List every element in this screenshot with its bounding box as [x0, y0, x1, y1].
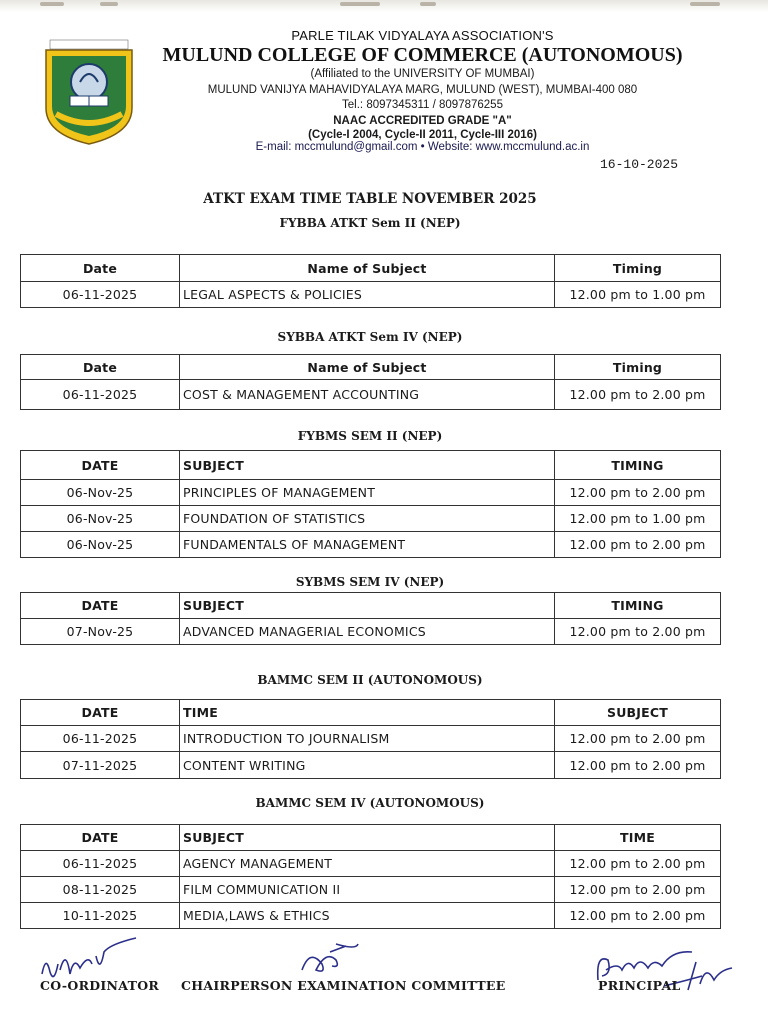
- timetable: [20, 699, 721, 779]
- naac-cycles: (Cycle-I 2004, Cycle-II 2011, Cycle-III 2016): [308, 129, 537, 141]
- timing-cell: 12.00 pm to 2.00 pm: [555, 619, 721, 645]
- column-header: TIMING: [555, 451, 721, 480]
- subject-cell: FILM COMMUNICATION II: [180, 877, 555, 903]
- scan-edge: [0, 0, 768, 12]
- date-cell: 06-11-2025: [21, 726, 180, 752]
- column-header: DATE: [21, 825, 180, 851]
- college-name: MULUND COLLEGE OF COMMERCE (AUTONOMOUS): [162, 44, 683, 66]
- column-header: Timing: [555, 255, 721, 282]
- college-logo-icon: [40, 36, 138, 146]
- address: MULUND VANIJYA MAHAVIDYALAYA MARG, MULUND (WEST), MUMBAI-400 080: [207, 84, 638, 96]
- column-header: SUBJECT: [555, 700, 721, 726]
- page-title: ATKT EXAM TIME TABLE NOVEMBER 2025: [203, 191, 537, 207]
- section-title: FYBMS SEM II (NEP): [297, 429, 443, 443]
- column-header: TIMING: [555, 593, 721, 619]
- timetable: [20, 824, 721, 929]
- subject-cell: MEDIA,LAWS & ETHICS: [180, 903, 555, 929]
- date-cell: 08-11-2025: [21, 877, 180, 903]
- table-row: [21, 877, 721, 903]
- association-name: PARLE TILAK VIDYALAYA ASSOCIATION'S: [291, 28, 554, 43]
- column-header: DATE: [21, 593, 180, 619]
- section-title: FYBBA ATKT Sem II (NEP): [279, 216, 461, 230]
- timing-cell: 12.00 pm to 2.00 pm: [555, 877, 721, 903]
- date-cell: 06-11-2025: [21, 282, 180, 308]
- table-row: [21, 506, 721, 532]
- date-cell: 07-11-2025: [21, 752, 180, 779]
- contact-line: E-mail: mccmulund@gmail.com • Website: www.mccmulund.ac.in: [255, 141, 590, 153]
- timetable: [20, 592, 721, 645]
- timing-cell: 12.00 pm to 1.00 pm: [555, 506, 721, 532]
- table-row: [21, 282, 721, 308]
- section-title: BAMMC SEM II (AUTONOMOUS): [257, 673, 483, 687]
- naac-grade: NAAC ACCREDITED GRADE "A": [333, 115, 512, 127]
- timetable: [20, 254, 721, 308]
- column-header: DATE: [21, 700, 180, 726]
- column-header: Name of Subject: [180, 255, 555, 282]
- date-cell: 06-Nov-25: [21, 532, 180, 558]
- chairperson-label: CHAIRPERSON EXAMINATION COMMITTEE: [181, 978, 506, 993]
- column-header: Date: [21, 355, 180, 380]
- subject-cell: FUNDAMENTALS OF MANAGEMENT: [180, 532, 555, 558]
- section-title: SYBBA ATKT Sem IV (NEP): [277, 330, 463, 344]
- section-title: SYBMS SEM IV (NEP): [295, 575, 445, 589]
- date-cell: 10-11-2025: [21, 903, 180, 929]
- column-header: Name of Subject: [180, 355, 555, 380]
- subject-cell: PRINCIPLES OF MANAGEMENT: [180, 480, 555, 506]
- column-header: SUBJECT: [180, 593, 555, 619]
- timetable: [20, 450, 721, 558]
- timetable: [20, 354, 721, 410]
- date-cell: 06-Nov-25: [21, 506, 180, 532]
- column-header: TIME: [555, 825, 721, 851]
- subject-cell: ADVANCED MANAGERIAL ECONOMICS: [180, 619, 555, 645]
- affiliation: (Affiliated to the UNIVERSITY OF MUMBAI): [310, 68, 535, 80]
- table-row: [21, 851, 721, 877]
- date-cell: 06-Nov-25: [21, 480, 180, 506]
- telephone: Tel.: 8097345311 / 8097876255: [342, 99, 503, 111]
- date-cell: 06-11-2025: [21, 851, 180, 877]
- principal-label: PRINCIPAL: [598, 978, 681, 993]
- coordinator-label: CO-ORDINATOR: [40, 978, 160, 993]
- table-row: [21, 903, 721, 929]
- subject-cell: AGENCY MANAGEMENT: [180, 851, 555, 877]
- subject-cell: CONTENT WRITING: [180, 752, 555, 779]
- table-row: [21, 726, 721, 752]
- column-header: DATE: [21, 451, 180, 480]
- table-row: [21, 532, 721, 558]
- table-row: [21, 380, 721, 410]
- timing-cell: 12.00 pm to 2.00 pm: [555, 752, 721, 779]
- column-header: Date: [21, 255, 180, 282]
- timing-cell: 12.00 pm to 2.00 pm: [555, 480, 721, 506]
- timing-cell: 12.00 pm to 2.00 pm: [555, 380, 721, 410]
- timing-cell: 12.00 pm to 2.00 pm: [555, 726, 721, 752]
- date-cell: 07-Nov-25: [21, 619, 180, 645]
- column-header: Timing: [555, 355, 721, 380]
- timing-cell: 12.00 pm to 2.00 pm: [555, 903, 721, 929]
- date-cell: 06-11-2025: [21, 380, 180, 410]
- table-row: [21, 619, 721, 645]
- table-row: [21, 480, 721, 506]
- timing-cell: 12.00 pm to 2.00 pm: [555, 532, 721, 558]
- table-row: [21, 752, 721, 779]
- column-header: SUBJECT: [180, 451, 555, 480]
- column-header: TIME: [180, 700, 555, 726]
- document-date: 16-10-2025: [599, 157, 678, 172]
- timing-cell: 12.00 pm to 1.00 pm: [555, 282, 721, 308]
- column-header: SUBJECT: [180, 825, 555, 851]
- section-title: BAMMC SEM IV (AUTONOMOUS): [255, 796, 485, 810]
- subject-cell: LEGAL ASPECTS & POLICIES: [180, 282, 555, 308]
- subject-cell: INTRODUCTION TO JOURNALISM: [180, 726, 555, 752]
- timing-cell: 12.00 pm to 2.00 pm: [555, 851, 721, 877]
- subject-cell: FOUNDATION OF STATISTICS: [180, 506, 555, 532]
- subject-cell: COST & MANAGEMENT ACCOUNTING: [180, 380, 555, 410]
- chairperson-signature-icon: [296, 940, 366, 978]
